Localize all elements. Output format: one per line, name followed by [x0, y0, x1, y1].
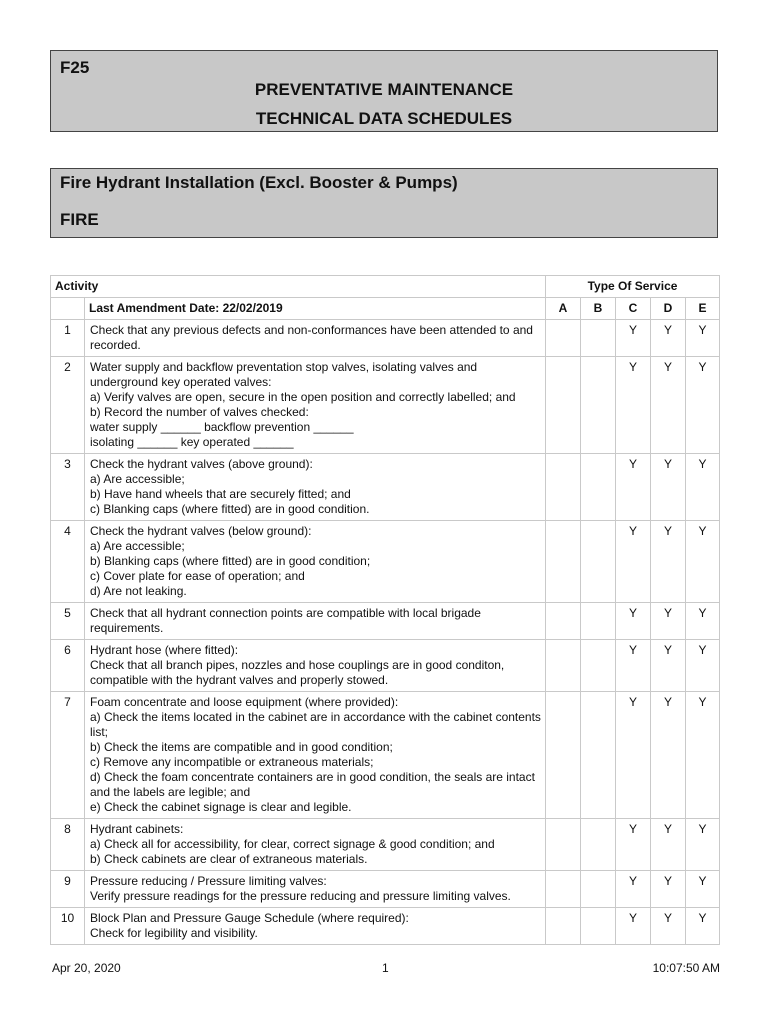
activity-header: Activity [51, 276, 546, 298]
service-cell-c: Y [616, 521, 651, 603]
service-cell-a [546, 357, 581, 454]
service-cell-b [581, 871, 616, 908]
service-cell-e: Y [686, 640, 720, 692]
activity-description: Check the hydrant valves (above ground): a) Are accessible; b) Have hand wheels that are securely fitted; and c) Blanking caps (where fitted) are in good condition. [85, 454, 546, 521]
service-cell-e: Y [686, 819, 720, 871]
service-cell-b [581, 521, 616, 603]
row-number: 9 [51, 871, 85, 908]
service-cell-e: Y [686, 692, 720, 819]
service-cell-e: Y [686, 454, 720, 521]
service-cell-e: Y [686, 320, 720, 357]
service-cell-c: Y [616, 871, 651, 908]
service-cell-d: Y [651, 521, 686, 603]
service-cell-d: Y [651, 871, 686, 908]
row-number: 10 [51, 908, 85, 945]
activity-description: Water supply and backflow preventation stop valves, isolating valves and underground key operated valves: a) Verify valves are open, secure in the open position and correctly labelled; and b) Record the number of valves checked: water supply ______ backflow prevention ______ isolating ______ key operated ______ [85, 357, 546, 454]
amendment-date: Last Amendment Date: 22/02/2019 [85, 298, 546, 320]
document-title-line1: PREVENTATIVE MAINTENANCE [254, 80, 514, 99]
row-number: 3 [51, 454, 85, 521]
table-row [51, 819, 720, 871]
table-row [51, 692, 720, 819]
amendment-row [51, 298, 720, 320]
amendment-num-cell [51, 298, 85, 320]
document-code: F25 [60, 58, 90, 77]
activity-description: Hydrant cabinets: a) Check all for accessibility, for clear, correct signage & good condition; and b) Check cabinets are clear of extraneous materials. [85, 819, 546, 871]
service-cell-c: Y [616, 819, 651, 871]
activity-description: Check that all hydrant connection points are compatible with local brigade requirements. [85, 603, 546, 640]
service-cell-a [546, 871, 581, 908]
service-col-a: A [546, 298, 581, 320]
section-header-box [50, 168, 718, 238]
service-col-c: C [616, 298, 651, 320]
service-cell-d: Y [651, 603, 686, 640]
service-cell-e: Y [686, 521, 720, 603]
row-number: 1 [51, 320, 85, 357]
service-cell-a [546, 640, 581, 692]
footer-time: 10:07:50 AM [652, 961, 720, 975]
type-of-service-header: Type Of Service [546, 276, 720, 298]
row-number: 2 [51, 357, 85, 454]
table-header-row [51, 276, 720, 298]
service-cell-c: Y [616, 454, 651, 521]
row-number: 4 [51, 521, 85, 603]
service-cell-e: Y [686, 908, 720, 945]
service-cell-c: Y [616, 908, 651, 945]
service-cell-d: Y [651, 819, 686, 871]
table-row [51, 871, 720, 908]
service-cell-a [546, 908, 581, 945]
service-cell-a [546, 454, 581, 521]
service-cell-c: Y [616, 357, 651, 454]
maintenance-schedule-table [50, 275, 720, 945]
service-cell-b [581, 320, 616, 357]
service-cell-e: Y [686, 603, 720, 640]
service-cell-b [581, 357, 616, 454]
service-col-b: B [581, 298, 616, 320]
service-cell-a [546, 603, 581, 640]
service-cell-c: Y [616, 692, 651, 819]
service-cell-c: Y [616, 320, 651, 357]
service-cell-d: Y [651, 357, 686, 454]
service-cell-d: Y [651, 320, 686, 357]
service-cell-c: Y [616, 640, 651, 692]
service-cell-a [546, 521, 581, 603]
table-row [51, 603, 720, 640]
activity-description: Check the hydrant valves (below ground): a) Are accessible; b) Blanking caps (where fitted) are in good condition; c) Cover plate for ease of operation; and d) Are not leaking. [85, 521, 546, 603]
service-cell-d: Y [651, 640, 686, 692]
service-cell-b [581, 908, 616, 945]
table-row [51, 454, 720, 521]
service-cell-e: Y [686, 357, 720, 454]
table-row [51, 640, 720, 692]
service-cell-b [581, 692, 616, 819]
service-cell-c: Y [616, 603, 651, 640]
document-title-line2: TECHNICAL DATA SCHEDULES [255, 109, 513, 128]
document-header-box [50, 50, 718, 132]
activity-description: Pressure reducing / Pressure limiting valves: Verify pressure readings for the pressure reducing and pressure limiting valves. [85, 871, 546, 908]
row-number: 6 [51, 640, 85, 692]
activity-description: Hydrant hose (where fitted): Check that all branch pipes, nozzles and hose couplings are in good conditon, compatible with the hydrant valves and properly stowed. [85, 640, 546, 692]
footer-page-number: 1 [382, 961, 389, 975]
service-cell-b [581, 454, 616, 521]
footer-date: Apr 20, 2020 [52, 961, 121, 975]
activity-description: Check that any previous defects and non-conformances have been attended to and recorded. [85, 320, 546, 357]
table-row [51, 320, 720, 357]
section-subtitle: FIRE [60, 210, 99, 229]
service-cell-d: Y [651, 692, 686, 819]
activity-description: Block Plan and Pressure Gauge Schedule (where required): Check for legibility and visibility. [85, 908, 546, 945]
service-cell-b [581, 640, 616, 692]
service-cell-d: Y [651, 454, 686, 521]
service-cell-e: Y [686, 871, 720, 908]
service-col-d: D [651, 298, 686, 320]
service-cell-a [546, 819, 581, 871]
service-cell-d: Y [651, 908, 686, 945]
activity-description: Foam concentrate and loose equipment (where provided): a) Check the items located in the cabinet are in accordance with the cabinet contents list; b) Check the items are compatible and in good condition; c) Remove any incompatible or extraneous materials; d) Check the foam concentrate containers are in good condition, the seals are intact and the labels are legible; and e) Check the cabinet signage is clear and legible. [85, 692, 546, 819]
service-cell-b [581, 603, 616, 640]
table-row [51, 908, 720, 945]
table-row [51, 521, 720, 603]
service-cell-b [581, 819, 616, 871]
row-number: 5 [51, 603, 85, 640]
service-col-e: E [686, 298, 720, 320]
table-row [51, 357, 720, 454]
service-cell-a [546, 320, 581, 357]
row-number: 7 [51, 692, 85, 819]
row-number: 8 [51, 819, 85, 871]
service-cell-a [546, 692, 581, 819]
section-title: Fire Hydrant Installation (Excl. Booster & Pumps) [60, 173, 458, 192]
